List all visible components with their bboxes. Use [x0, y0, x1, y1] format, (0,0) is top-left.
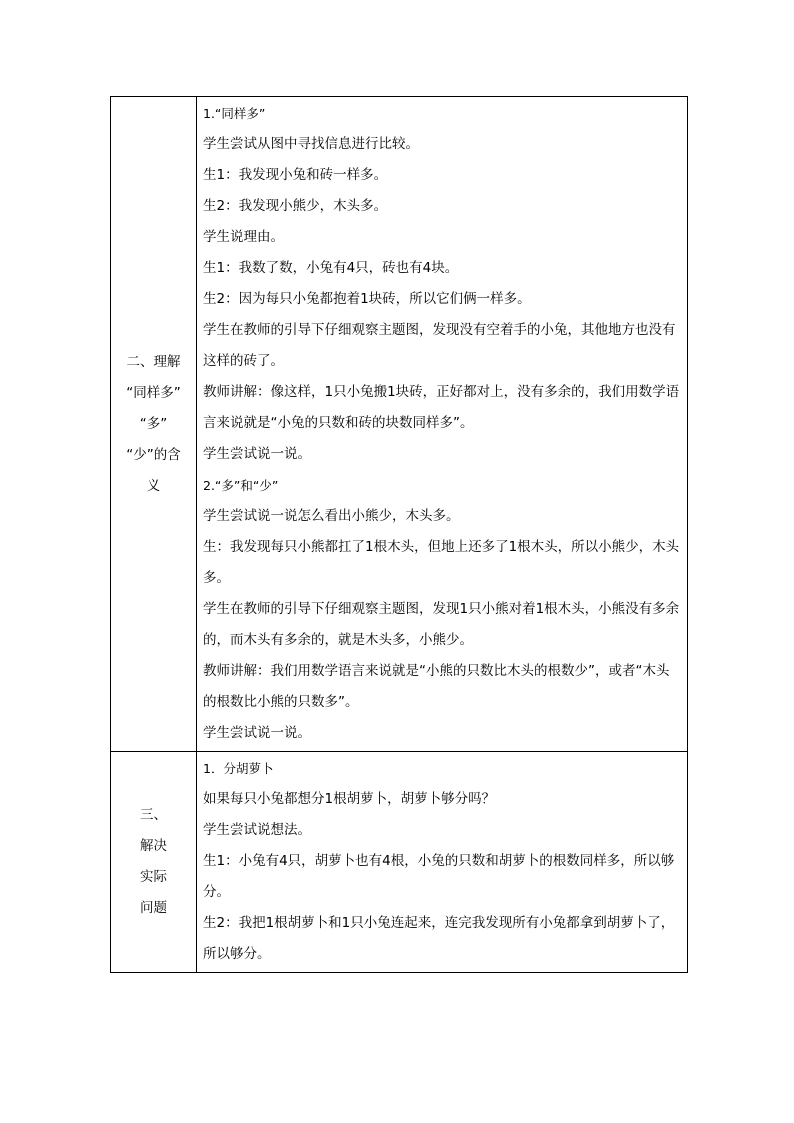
paragraph: 生2：我把1根胡萝卜和1只小兔连起来，连完我发现所有小兔都拿到胡萝卜了，所以够分。	[203, 915, 675, 962]
label-line: 解决	[140, 838, 167, 854]
label-line: 二、理解	[126, 353, 181, 370]
paragraph: 学生尝试从图中寻找信息进行比较。	[203, 136, 419, 152]
paragraph: 生1：我数了数，小兔有4只，砖也有4块。	[203, 260, 459, 276]
paragraph: 学生尝试说想法。	[203, 822, 311, 838]
table-row	[111, 752, 688, 973]
label-line: “少”的含	[126, 446, 181, 463]
label-line: 实际	[140, 869, 167, 885]
paragraph: 生1：小兔有4只，胡萝卜也有4根，小兔的只数和胡萝卜的根数同样多，所以够分。	[203, 853, 675, 900]
paragraph: 学生尝试说一说怎么看出小熊少，木头多。	[203, 508, 460, 524]
section-label-solve	[111, 752, 197, 973]
label-line: 问题	[140, 900, 167, 916]
paragraph: 生2：我发现小熊少，木头多。	[203, 198, 388, 214]
paragraph: 学生尝试说一说。	[203, 725, 311, 741]
paragraph: 学生在教师的引导下仔细观察主题图，发现1只小熊对着1根木头，小熊没有多余的，而木头有多余的，就是木头多，小熊少。	[203, 601, 680, 648]
subheading-more-less: 2.“多”和“少”	[203, 478, 279, 493]
paragraph: 教师讲解：我们用数学语言来说就是“小熊的只数比木头的根数少”，或者“木头的根数比小熊的只数多”。	[203, 663, 670, 710]
section-content-solve	[197, 752, 688, 973]
label-line: 义	[146, 477, 161, 494]
paragraph: 教师讲解：像这样，1只小兔搬1块砖，正好都对上，没有多余的，我们用数学语言来说就是“小兔的只数和砖的块数同样多”。	[203, 384, 680, 431]
paragraph: 学生在教师的引导下仔细观察主题图，发现没有空着手的小兔，其他地方也没有这样的砖了。	[203, 322, 676, 369]
paragraph: 生2：因为每只小兔都抱着1块砖，所以它们俩一样多。	[203, 291, 531, 307]
label-line: 三、	[140, 807, 167, 823]
paragraph: 学生尝试说一说。	[203, 446, 311, 462]
paragraph: 学生说理由。	[203, 229, 284, 245]
subheading-carrots: 1．分胡萝卜	[203, 761, 274, 776]
paragraph: 如果每只小兔都想分1根胡萝卜，胡萝卜够分吗？	[203, 791, 496, 807]
table-row	[111, 97, 688, 752]
lesson-plan-table	[110, 96, 688, 973]
section-label-understand	[111, 97, 197, 752]
subheading-same-amount: 1.“同样多”	[203, 106, 266, 121]
paragraph: 生1：我发现小兔和砖一样多。	[203, 167, 388, 183]
label-line: “多”	[139, 415, 168, 432]
label-line: “同样多”	[126, 384, 181, 401]
paragraph: 生：我发现每只小熊都扛了1根木头，但地上还多了1根木头，所以小熊少，木头多。	[203, 539, 680, 586]
section-content-understand	[197, 97, 688, 752]
